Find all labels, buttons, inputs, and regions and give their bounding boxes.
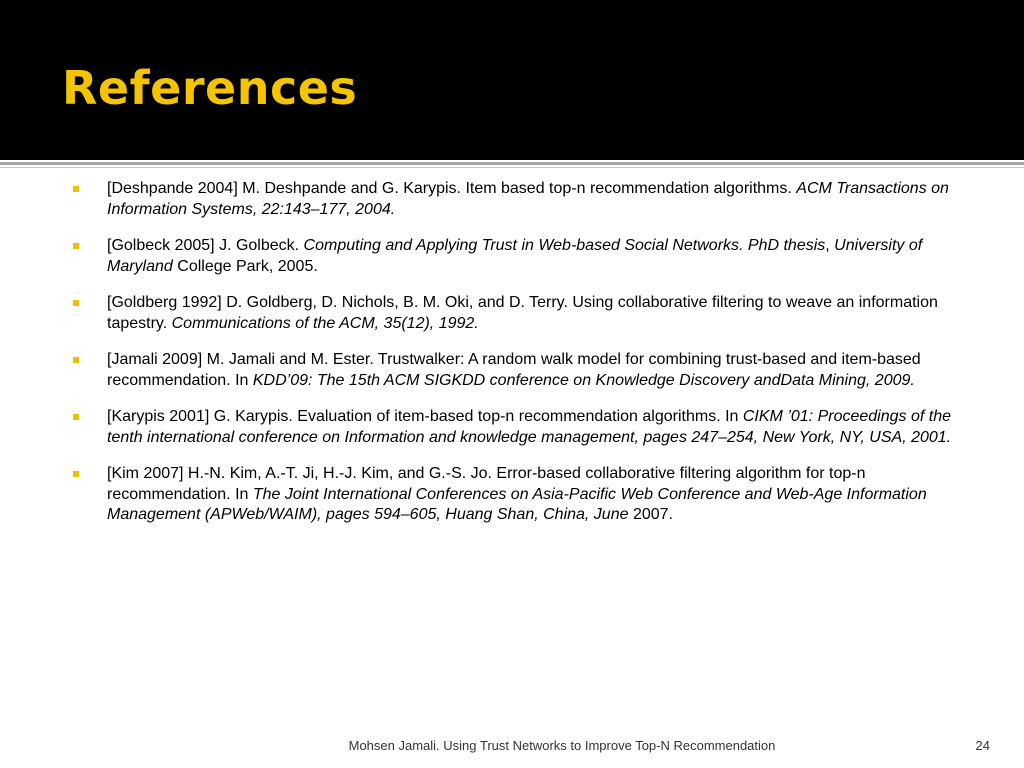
header-divider-thin <box>0 167 1024 168</box>
reference-text: [Golbeck 2005] J. Golbeck. <box>107 237 304 254</box>
square-bullet-icon <box>73 300 79 306</box>
reference-venue: Computing and Applying Trust in Web-based Social Networks. PhD thesis <box>303 237 826 254</box>
reference-list <box>72 179 972 542</box>
reference-text: , <box>825 237 835 254</box>
footer-text: Mohsen Jamali. Using Trust Networks to Improve Top-N Recommendation <box>348 738 776 753</box>
reference-item-karypis-2001 <box>72 407 972 448</box>
reference-item-deshpande-2004 <box>72 179 972 220</box>
reference-venue: The Joint International Conferences on Asia-Pacific Web Conference and Web-Age Information Management (APWeb/WAIM), pages 594–605, Huang Shan, China, June <box>107 485 927 523</box>
reference-item-kim-2007 <box>72 464 972 526</box>
page-number: 24 <box>975 738 990 753</box>
square-bullet-icon <box>73 186 79 192</box>
reference-text: [Karypis 2001] G. Karypis. Evaluation of item-based top-n recommendation algorithms. In <box>107 408 743 425</box>
reference-text: [Kim 2007] H.-N. Kim, A.-T. Ji, H.-J. Kim, and G.-S. Jo. Error-based collaborative filtering algorithm for top-n recommendation. In <box>107 465 866 503</box>
reference-venue: CIKM ’01: Proceedings of the tenth international conference on Information and knowledge management, pages 247–254, New York, NY, USA, 2001. <box>107 408 952 446</box>
slide-title: References <box>62 61 358 115</box>
reference-venue: Communications of the ACM, 35(12), 1992. <box>171 314 479 332</box>
square-bullet-icon <box>73 471 79 477</box>
reference-text: [Goldberg 1992] D. Goldberg, D. Nichols, B. M. Oki, and D. Terry. Using collaborative filtering to weave an information tapestry. <box>107 294 938 332</box>
slide-header <box>0 0 1024 160</box>
header-divider <box>0 162 1024 165</box>
square-bullet-icon <box>73 414 79 420</box>
slide-footer <box>0 736 1024 756</box>
reference-venue: ACM Transactions on Information Systems, 22:143–177, 2004. <box>107 180 949 218</box>
reference-item-jamali-2009 <box>72 350 972 391</box>
reference-text: College Park, 2005. <box>172 257 318 275</box>
reference-text: [Deshpande 2004] M. Deshpande and G. Karypis. Item based top-n recommendation algorithms. <box>107 180 797 197</box>
reference-item-goldberg-1992 <box>72 293 972 334</box>
reference-venue: University of Maryland <box>107 237 923 275</box>
square-bullet-icon <box>73 357 79 363</box>
reference-text: 2007. <box>628 506 673 523</box>
square-bullet-icon <box>73 243 79 249</box>
reference-item-golbeck-2005 <box>72 236 972 277</box>
reference-text: [Jamali 2009] M. Jamali and M. Ester. Trustwalker: A random walk model for combining trust-based and item-based recommendation. In <box>107 351 921 389</box>
reference-venue: KDD’09: The 15th ACM SIGKDD conference on Knowledge Discovery andData Mining, 2009. <box>252 371 915 389</box>
